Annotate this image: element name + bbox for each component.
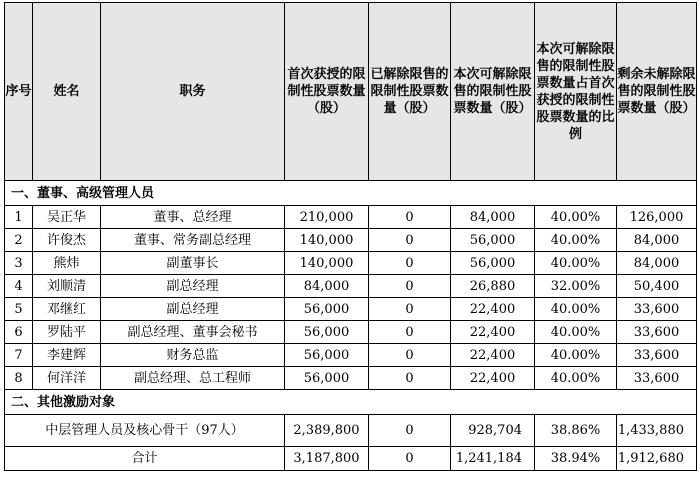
cell-released: 0 [369, 298, 451, 321]
table-row [5, 344, 697, 367]
cell-name: 刘顺清 [33, 275, 101, 298]
cell-ratio: 40.00% [535, 252, 617, 275]
table-row [5, 229, 697, 252]
section-title: 一、董事、高级管理人员 [5, 181, 697, 206]
cell-position: 副总经理、总工程师 [101, 367, 285, 390]
cell-remaining: 33,600 [617, 321, 697, 344]
table-row [5, 298, 697, 321]
cell-seq: 3 [5, 252, 33, 275]
header-position: 职务 [101, 3, 285, 181]
cell-released: 0 [369, 447, 451, 471]
cell-remaining: 50,400 [617, 275, 697, 298]
cell-initial: 56,000 [285, 321, 369, 344]
section-title: 二、其他激励对象 [5, 390, 697, 415]
cell-total-label: 合计 [5, 447, 285, 471]
cell-current: 22,400 [451, 344, 535, 367]
header-name: 姓名 [33, 3, 101, 181]
cell-current: 22,400 [451, 321, 535, 344]
cell-current: 22,400 [451, 367, 535, 390]
cell-initial: 2,389,800 [285, 415, 369, 447]
cell-ratio: 40.00% [535, 321, 617, 344]
cell-current: 1,241,184 [451, 447, 535, 471]
cell-initial: 56,000 [285, 367, 369, 390]
cell-seq: 5 [5, 298, 33, 321]
header-row [5, 3, 697, 181]
cell-seq: 2 [5, 229, 33, 252]
header-ratio: 本次可解除限售的限制性股票数量占首次获授的限制性股票数量的比例 [535, 3, 617, 181]
cell-other-label: 中层管理人员及核心骨干（97人） [5, 415, 285, 447]
cell-seq: 6 [5, 321, 33, 344]
cell-name: 邓继红 [33, 298, 101, 321]
cell-remaining: 1,433,880 [617, 415, 697, 447]
cell-position: 董事、总经理 [101, 206, 285, 229]
cell-current: 56,000 [451, 252, 535, 275]
section-row [5, 390, 697, 415]
header-current: 本次可解除限售的限制性股票数量（股） [451, 3, 535, 181]
restricted-stock-table [4, 2, 697, 471]
cell-ratio: 40.00% [535, 229, 617, 252]
cell-initial: 140,000 [285, 252, 369, 275]
cell-seq: 1 [5, 206, 33, 229]
cell-ratio: 32.00% [535, 275, 617, 298]
cell-released: 0 [369, 367, 451, 390]
cell-current: 22,400 [451, 298, 535, 321]
cell-remaining: 33,600 [617, 344, 697, 367]
cell-seq: 4 [5, 275, 33, 298]
cell-released: 0 [369, 229, 451, 252]
section-row [5, 181, 697, 206]
cell-remaining: 126,000 [617, 206, 697, 229]
cell-initial: 140,000 [285, 229, 369, 252]
cell-remaining: 1,912,680 [617, 447, 697, 471]
header-remaining: 剩余未解除限售的限制性股票数量（股） [617, 3, 697, 181]
cell-name: 许俊杰 [33, 229, 101, 252]
cell-current: 928,704 [451, 415, 535, 447]
cell-released: 0 [369, 275, 451, 298]
table-row [5, 206, 697, 229]
cell-ratio: 40.00% [535, 367, 617, 390]
cell-name: 何洋洋 [33, 367, 101, 390]
cell-ratio: 38.86% [535, 415, 617, 447]
table-row [5, 252, 697, 275]
table-row [5, 367, 697, 390]
cell-initial: 56,000 [285, 298, 369, 321]
cell-position: 财务总监 [101, 344, 285, 367]
cell-released: 0 [369, 321, 451, 344]
cell-remaining: 84,000 [617, 252, 697, 275]
cell-position: 副董事长 [101, 252, 285, 275]
table-row-total [5, 447, 697, 471]
cell-initial: 56,000 [285, 344, 369, 367]
table-row [5, 275, 697, 298]
table-row [5, 321, 697, 344]
header-initial: 首次获授的限制性股票数量（股） [285, 3, 369, 181]
cell-current: 84,000 [451, 206, 535, 229]
cell-name: 吴正华 [33, 206, 101, 229]
cell-position: 副总经理 [101, 298, 285, 321]
cell-ratio: 38.94% [535, 447, 617, 471]
table-row-other [5, 415, 697, 447]
cell-seq: 8 [5, 367, 33, 390]
header-released: 已解除限售的限制性股票数量（股） [369, 3, 451, 181]
cell-seq: 7 [5, 344, 33, 367]
cell-ratio: 40.00% [535, 344, 617, 367]
cell-remaining: 84,000 [617, 229, 697, 252]
cell-initial: 210,000 [285, 206, 369, 229]
cell-released: 0 [369, 252, 451, 275]
cell-released: 0 [369, 344, 451, 367]
cell-remaining: 33,600 [617, 298, 697, 321]
cell-released: 0 [369, 415, 451, 447]
cell-remaining: 33,600 [617, 367, 697, 390]
cell-name: 罗陆平 [33, 321, 101, 344]
cell-ratio: 40.00% [535, 206, 617, 229]
cell-ratio: 40.00% [535, 298, 617, 321]
header-seq: 序号 [5, 3, 33, 181]
cell-position: 副总经理、董事会秘书 [101, 321, 285, 344]
cell-initial: 84,000 [285, 275, 369, 298]
cell-initial: 3,187,800 [285, 447, 369, 471]
cell-name: 熊炜 [33, 252, 101, 275]
cell-position: 副总经理 [101, 275, 285, 298]
cell-position: 董事、常务副总经理 [101, 229, 285, 252]
cell-name: 李建辉 [33, 344, 101, 367]
cell-released: 0 [369, 206, 451, 229]
cell-current: 26,880 [451, 275, 535, 298]
cell-current: 56,000 [451, 229, 535, 252]
